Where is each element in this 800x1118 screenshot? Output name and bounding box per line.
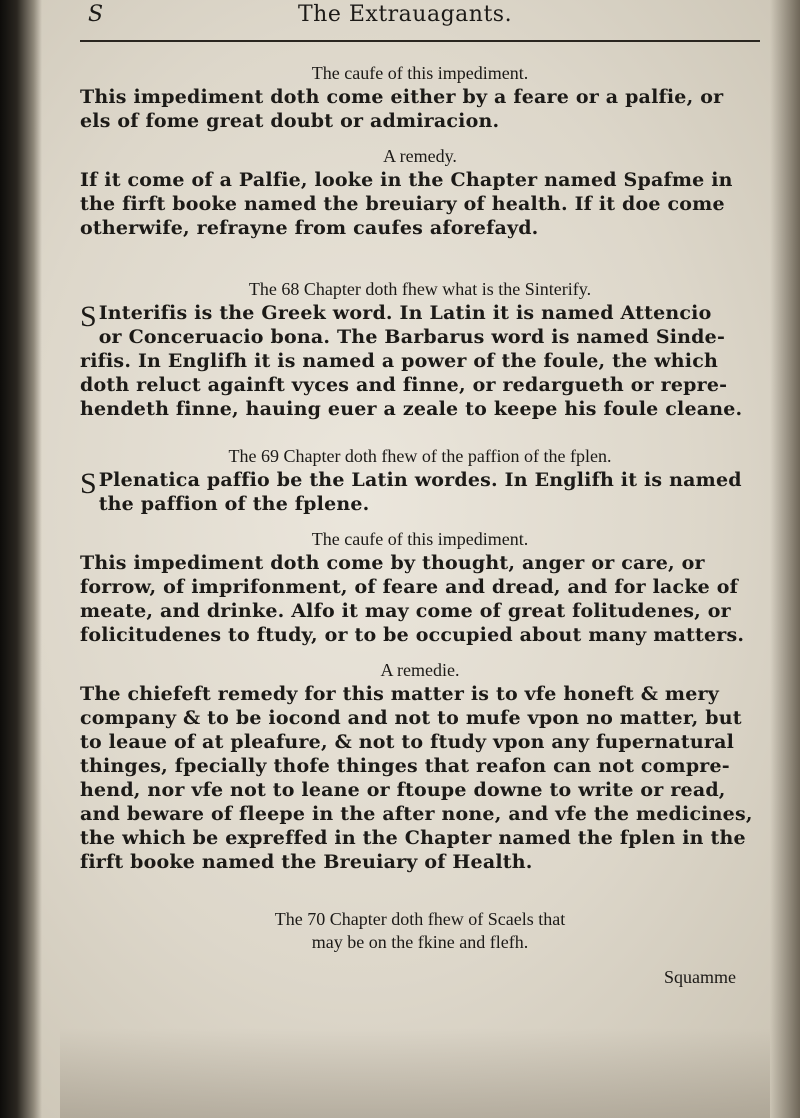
text-line: els of fome great doubt or admiracion. [80, 110, 500, 132]
text-line: doth reluct againft vyces and finne, or redargueth or repre- [80, 374, 728, 396]
text-line: This impediment doth come either by a feare or a palfie, or [80, 86, 724, 108]
text-line: the which be expreffed in the Chapter named the fplen in the [80, 827, 746, 849]
cause-section [80, 62, 760, 133]
cause-section [80, 528, 760, 647]
drop-cap: S [80, 300, 97, 333]
text-line: The chiefeft remedy for this matter is to vfe honeft & mery [80, 683, 719, 705]
chapter-heading: The 69 Chapter doth fhew of the paffion of the fplen. [228, 446, 612, 466]
text-line: rifis. In Englifh it is named a power of the foule, the which [80, 350, 719, 372]
chapter-69 [80, 445, 760, 516]
text-line: Interifis is the Greek word. In Latin it is named Attencio [98, 302, 712, 324]
text-line: to leaue of at pleafure, & not to ftudy vpon any fupernatural [80, 731, 735, 753]
text-line: hend, nor vfe not to leane or ftoupe downe to write or read, [80, 779, 726, 801]
binding-gutter [0, 0, 42, 1118]
page-edge-shadow [770, 0, 800, 1118]
remedy-section [80, 659, 760, 874]
text-line: otherwife, refrayne from caufes aforefayd. [80, 217, 539, 239]
text-line: firft booke named the Breuiary of Health. [80, 851, 533, 873]
running-header [80, 2, 760, 42]
text-line: and beware of fleepe in the after none, and vfe the medicines, [80, 803, 753, 825]
drop-cap: S [80, 467, 97, 500]
catchword: Squamme [664, 967, 736, 987]
chapter-heading: The 70 Chapter doth fhew of Scaels that [274, 909, 566, 929]
text-line: company & to be iocond and not to mufe vpon no matter, but [80, 707, 742, 729]
section-heading: The caufe of this impediment. [311, 529, 529, 549]
section-heading: The caufe of this impediment. [311, 63, 529, 83]
chapter-68 [80, 278, 760, 421]
text-line: forrow, of imprifonment, of feare and dread, and for lacke of [80, 576, 739, 598]
text-line: folicitudenes to ftudy, or to be occupied about many matters. [80, 624, 745, 646]
text-line: This impediment doth come by thought, anger or care, or [80, 552, 705, 574]
text-line: hendeth finne, hauing euer a zeale to keepe his foule cleane. [80, 398, 743, 420]
signature-mark: S [88, 2, 104, 27]
section-heading: A remedy. [383, 146, 457, 166]
text-line: If it come of a Palfie, looke in the Chapter named Spafme in [80, 169, 733, 191]
chapter-heading: may be on the fkine and flefh. [311, 932, 529, 952]
running-title: The Extrauagants. [298, 2, 513, 27]
text-line: or Conceruacio bona. The Barbarus word is named Sinde- [98, 326, 726, 348]
chapter-70 [80, 908, 760, 954]
section-heading: A remedie. [380, 660, 460, 680]
chapter-heading: The 68 Chapter doth fhew what is the Sinterify. [248, 279, 592, 299]
text-line: Plenatica paffio be the Latin wordes. In Englifh it is named [98, 469, 742, 491]
remedy-section [80, 145, 760, 240]
text-line: meate, and drinke. Alfo it may come of great folitudenes, or [80, 600, 731, 622]
text-block [80, 2, 760, 989]
page-stain [60, 1028, 770, 1118]
text-line: the paffion of the fplene. [98, 493, 370, 515]
text-line: thinges, fpecially thofe thinges that reafon can not compre- [80, 755, 730, 777]
text-line: the firft booke named the breuiary of health. If it doe come [80, 193, 725, 215]
